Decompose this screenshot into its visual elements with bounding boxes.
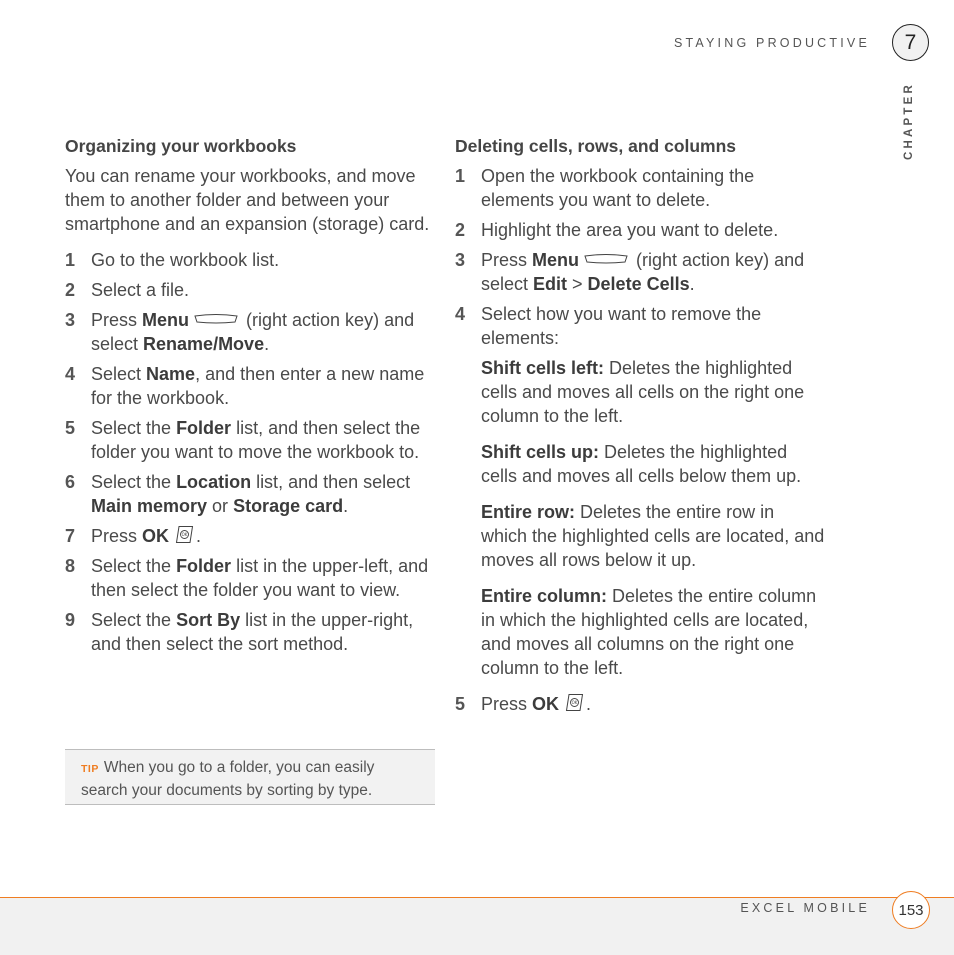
ui-term: Rename/Move (143, 334, 265, 354)
option-term: Entire row: (481, 502, 576, 522)
option-text: Deletes the entire column in which the highlighted cells are located, and moves all columns on the right one column to the left. (481, 586, 817, 678)
step-text: > (567, 274, 588, 294)
step-text: Highlight the area you want to delete. (481, 220, 779, 240)
step-number: 6 (65, 472, 76, 492)
step-number: 9 (65, 610, 76, 630)
intro-paragraph: You can rename your workbooks, and move them to another folder and between your smartphone and an expansion (storage) card. (65, 166, 430, 234)
section-heading-organizing: Organizing your workbooks (65, 136, 297, 156)
option-text: Deletes the highlighted cells and moves all cells on the right one column to the left. (481, 358, 805, 426)
step-text: Select the (91, 610, 177, 630)
ui-term: Name (146, 364, 196, 384)
option-description (481, 356, 825, 428)
svg-text:OK: OK (181, 531, 188, 537)
step-item (455, 248, 825, 296)
option-text: Deletes the entire row in which the highlighted cells are located, and moves all rows below it up. (481, 502, 825, 570)
option-text: Deletes the highlighted cells and moves all cells below them up. (481, 442, 802, 486)
ui-term: OK (142, 526, 170, 546)
step-text: Select the (91, 418, 177, 438)
step-text: Go to the workbook list. (91, 250, 280, 270)
step-number: 5 (455, 694, 466, 714)
option-description (481, 440, 825, 488)
step-text: . (586, 694, 592, 714)
tip-text: When you go to a folder, you can easily search your documents by sorting by type. (81, 759, 375, 799)
step-item (65, 416, 435, 464)
step-item (65, 248, 435, 272)
step-text: . (196, 526, 202, 546)
step-number: 2 (455, 220, 466, 240)
page-number-badge: 153 (892, 891, 930, 929)
step-text: Press (481, 694, 533, 714)
ui-term: Storage card (233, 496, 344, 516)
step-text: (right action key) and select (481, 250, 805, 294)
ui-term: Folder (176, 418, 232, 438)
left-column (65, 134, 435, 662)
ui-term: Menu (532, 250, 580, 270)
ui-term: Delete Cells (587, 274, 690, 294)
step-number: 3 (65, 310, 76, 330)
step-text: list in the upper-left, and then select the folder you want to view. (91, 556, 429, 600)
step-text: Select how you want to remove the elements: (481, 304, 762, 348)
step-number: 5 (65, 418, 76, 438)
step-number: 1 (455, 166, 466, 186)
tip-label: TIP (81, 763, 99, 775)
step-text: Press (91, 310, 143, 330)
chapter-number-badge: 7 (892, 24, 929, 61)
step-text: Select the (91, 556, 177, 576)
step-item (65, 608, 435, 656)
step-item (455, 302, 825, 350)
step-number: 2 (65, 280, 76, 300)
running-footer: EXCEL MOBILE (740, 901, 870, 915)
right-action-key-icon (584, 254, 628, 264)
step-number: 8 (65, 556, 76, 576)
step-number: 7 (65, 526, 76, 546)
step-text: Select a file. (91, 280, 190, 300)
ok-key-icon (565, 693, 584, 712)
step-text: , and then enter a new name for the workbook. (91, 364, 425, 408)
step-item (65, 554, 435, 602)
step-text: list, and then select the folder you want to move the workbook to. (91, 418, 421, 462)
step-text: Press (91, 526, 143, 546)
step-item (65, 524, 435, 548)
chapter-label: CHAPTER (903, 82, 915, 160)
option-term: Entire column: (481, 586, 608, 606)
step-number: 4 (65, 364, 76, 384)
step-text: . (343, 496, 349, 516)
option-description (481, 500, 825, 572)
step-item (455, 218, 825, 242)
step-number: 1 (65, 250, 76, 270)
section-heading-deleting: Deleting cells, rows, and columns (455, 136, 737, 156)
step-text: Open the workbook containing the elements you want to delete. (481, 166, 755, 210)
step-text: . (689, 274, 695, 294)
right-column (455, 134, 825, 722)
ui-term: Sort By (176, 610, 241, 630)
step-text: Select the (91, 472, 177, 492)
step-number: 3 (455, 250, 466, 270)
step-item (65, 308, 435, 356)
ok-key-icon (175, 525, 194, 544)
step-item (455, 164, 825, 212)
step-text: (right action key) and select (91, 310, 415, 354)
step-item (455, 692, 825, 716)
step-text: list in the upper-right, and then select the sort method. (91, 610, 414, 654)
svg-text:OK: OK (571, 699, 578, 705)
ui-term: Menu (142, 310, 190, 330)
step-item (65, 362, 435, 410)
option-term: Shift cells left: (481, 358, 605, 378)
step-number: 4 (455, 304, 466, 324)
right-action-key-icon (194, 314, 238, 324)
ui-term: Folder (176, 556, 232, 576)
ui-term: Main memory (91, 496, 208, 516)
step-item (65, 278, 435, 302)
step-text: Select (91, 364, 147, 384)
ui-term: Location (176, 472, 252, 492)
running-header: STAYING PRODUCTIVE (673, 36, 870, 50)
ui-term: Edit (533, 274, 568, 294)
tip-box (65, 749, 435, 805)
option-term: Shift cells up: (481, 442, 600, 462)
step-text: list, and then select (251, 472, 411, 492)
step-text: . (264, 334, 270, 354)
step-text: or (207, 496, 234, 516)
option-description (481, 584, 825, 680)
ui-term: OK (532, 694, 560, 714)
step-text: Press (481, 250, 533, 270)
step-item (65, 470, 435, 518)
